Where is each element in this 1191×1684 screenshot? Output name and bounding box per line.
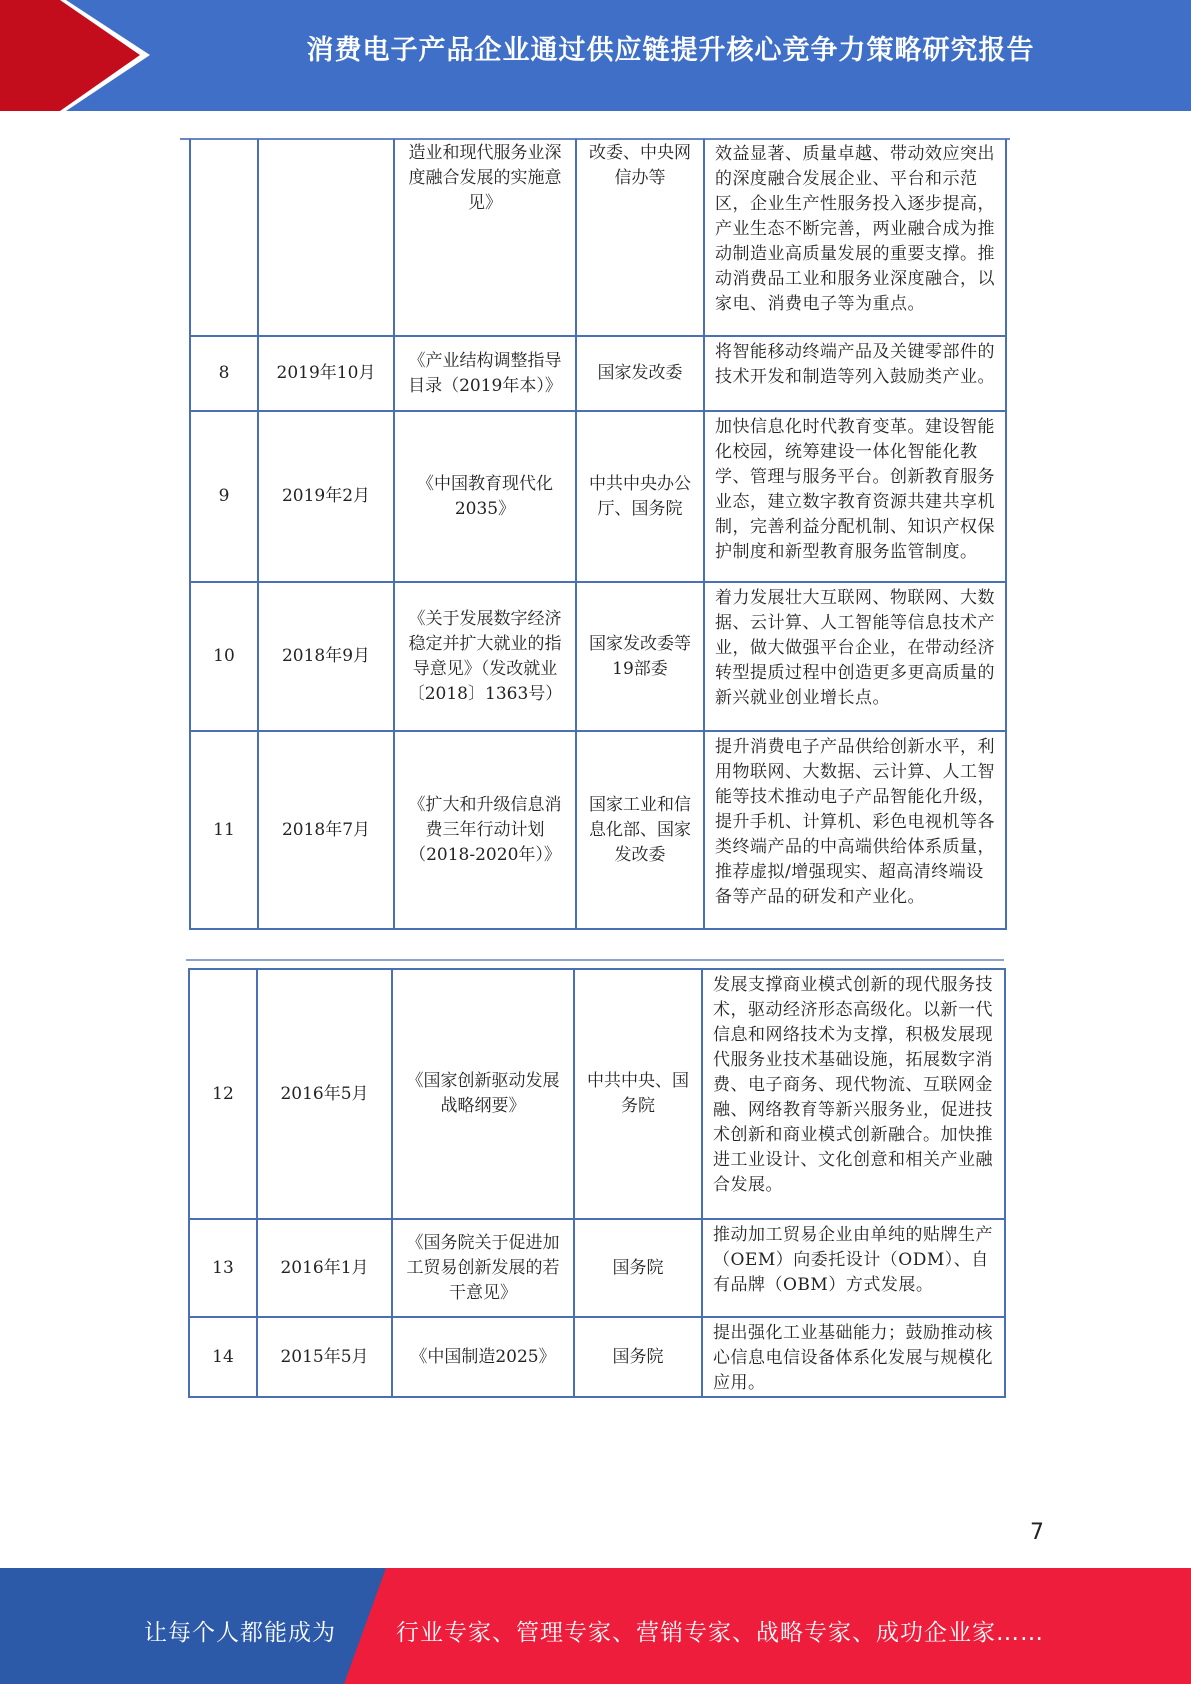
page-header [0,0,1191,111]
row-document: 《国务院关于促进加工贸易创新发展的若干意见》 [392,1219,574,1317]
row-issuer: 中共中央办公厅、国务院 [576,411,704,582]
row-number: 8 [190,336,258,411]
header-red-chevron [0,0,150,111]
row-issuer: 国家发改委等19部委 [576,582,704,731]
table-row [190,582,1006,731]
row-date: 2019年10月 [258,336,394,411]
row-number: 9 [190,411,258,582]
row-description: 效益显著、质量卓越、带动效应突出的深度融合发展企业、平台和示范区，企业生产性服务投入逐步提高，产业生态不断完善，两业融合成为推动制造业高质量发展的重要支撑。推动消费品工业和服务业深度融合，以家电、消费电子等为重点。 [704,139,1006,336]
footer-slogan-left: 让每个人都能成为 [144,1620,336,1646]
row-number: 11 [190,731,258,929]
row-date: 2018年9月 [258,582,394,731]
row-date [258,139,394,336]
row-number: 13 [189,1219,257,1317]
table-row [190,336,1006,411]
report-title: 消费电子产品企业通过供应链提升核心竞争力策略研究报告 [306,35,1035,66]
row-description: 推动加工贸易企业由单纯的贴牌生产（OEM）向委托设计（ODM）、自有品牌（OBM）方式发展。 [702,1219,1005,1317]
row-document: 《扩大和升级信息消费三年行动计划（2018-2020年）》 [394,731,576,929]
row-issuer: 国务院 [574,1317,702,1397]
table-row [189,969,1005,1219]
table-row [190,139,1006,336]
page-footer [0,1568,1191,1684]
row-document: 《国家创新驱动发展战略纲要》 [392,969,574,1219]
row-date: 2018年7月 [258,731,394,929]
row-date: 2016年1月 [257,1219,392,1317]
row-number: 12 [189,969,257,1219]
row-document: 造业和现代服务业深度融合发展的实施意见》 [394,139,576,336]
policy-table-2 [188,968,1006,1398]
footer-slogan-right: 行业专家、管理专家、营销专家、战略专家、成功企业家…… [396,1620,1044,1646]
row-date: 2015年5月 [257,1317,392,1397]
table-top-rule-2 [186,959,1004,961]
row-number: 10 [190,582,258,731]
table-row [189,1317,1005,1397]
row-date: 2016年5月 [257,969,392,1219]
row-date: 2019年2月 [258,411,394,582]
row-document: 《中国教育现代化2035》 [394,411,576,582]
row-description: 着力发展壮大互联网、物联网、大数据、云计算、人工智能等信息技术产业，做大做强平台企业，在带动经济转型提质过程中创造更多更高质量的新兴就业创业增长点。 [704,582,1006,731]
row-document: 《中国制造2025》 [392,1317,574,1397]
row-description: 发展支撑商业模式创新的现代服务技术，驱动经济形态高级化。以新一代信息和网络技术为支撑，积极发展现代服务业技术基础设施，拓展数字消费、电子商务、现代物流、互联网金融、网络教育等新兴服务业，促进技术创新和商业模式创新融合。加快推进工业设计、文化创意和相关产业融合发展。 [702,969,1005,1219]
row-issuer: 中共中央、国务院 [574,969,702,1219]
row-document: 《产业结构调整指导目录（2019年本）》 [394,336,576,411]
row-description: 加快信息化时代教育变革。建设智能化校园，统筹建设一体化智能化教学、管理与服务平台。创新教育服务业态，建立数字教育资源共建共享机制，完善利益分配机制、知识产权保护制度和新型教育服务监管制度。 [704,411,1006,582]
row-description: 提出强化工业基础能力；鼓励推动核心信息电信设备体系化发展与规模化应用。 [702,1317,1005,1397]
row-description: 提升消费电子产品供给创新水平，利用物联网、大数据、云计算、人工智能等技术推动电子产品智能化升级，提升手机、计算机、彩色电视机等各类终端产品的中高端供给体系质量，推荐虚拟/增强现实、超高清终端设备等产品的研发和产业化。 [704,731,1006,929]
row-issuer: 国家工业和信息化部、国家发改委 [576,731,704,929]
table-row [189,1219,1005,1317]
row-issuer: 国务院 [574,1219,702,1317]
row-description: 将智能移动终端产品及关键零部件的技术开发和制造等列入鼓励类产业。 [704,336,1006,411]
policy-table-1 [189,139,1007,930]
table-row [190,411,1006,582]
row-issuer: 国家发改委 [576,336,704,411]
row-document: 《关于发展数字经济稳定并扩大就业的指导意见》（发改就业〔2018〕1363号） [394,582,576,731]
page-number: 7 [1030,1520,1044,1545]
row-number [190,139,258,336]
row-number: 14 [189,1317,257,1397]
row-issuer: 改委、中央网信办等 [576,139,704,336]
table-row [190,731,1006,929]
